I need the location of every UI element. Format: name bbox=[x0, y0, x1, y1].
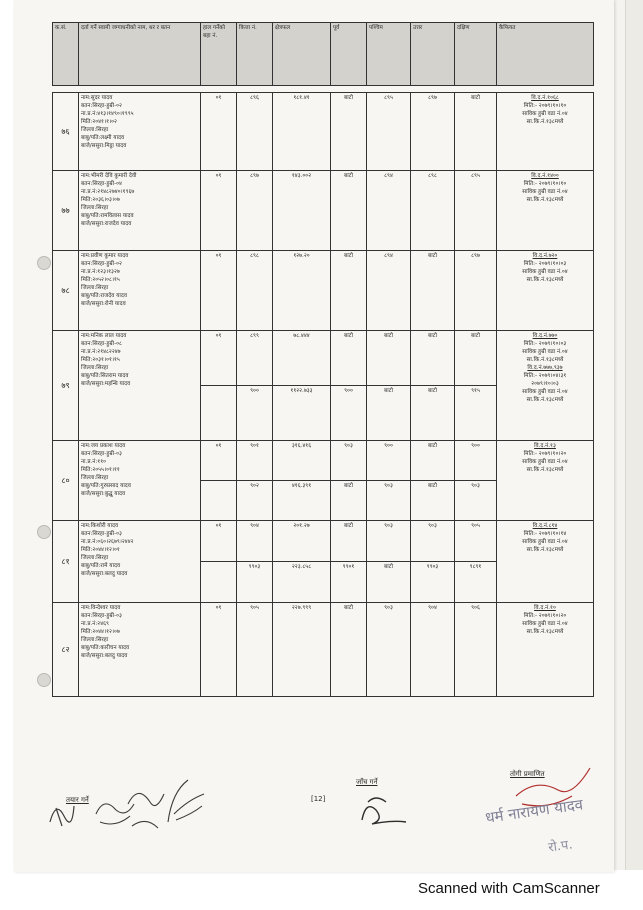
remark-line: वि.द.नं.१० bbox=[534, 605, 556, 611]
serial-number: ८० bbox=[53, 441, 79, 521]
remark-line: साविक हुम्री वडा नं.०४ bbox=[522, 189, 568, 195]
checked-by-label: जाँच गर्ने bbox=[356, 778, 378, 786]
cell-c7: ८९४ bbox=[367, 171, 411, 251]
remark-line: मिति:- २०७९।१०।०३ bbox=[523, 261, 567, 267]
camscanner-watermark: Scanned with CamScanner bbox=[418, 880, 600, 897]
owner-detail-line: बाजे/ससुरा:बुद्धु यादव bbox=[81, 491, 126, 497]
remark-line: वि.द.नं.७२० bbox=[532, 253, 558, 259]
cell-c8: बाटो bbox=[411, 481, 455, 521]
col-header-east: पूर्व bbox=[331, 23, 367, 86]
cell-c7: ९०३ bbox=[367, 603, 411, 697]
cell-c5: ३१६.४१६ bbox=[273, 441, 331, 481]
owner-detail-line: बाबु/पति:कारीचन यादव bbox=[81, 645, 130, 651]
col-header-area: क्षेत्रफल bbox=[273, 23, 331, 86]
cell-c8: बाटो bbox=[411, 386, 455, 441]
cell-c5: ७८.४४४ bbox=[273, 331, 331, 386]
remark-line: मिति:- २०७९।०४।३१ bbox=[523, 373, 567, 379]
remark-line: साविक हुम्री वडा नं.०४ bbox=[522, 621, 568, 627]
cell-c9: ९०६ bbox=[455, 603, 497, 697]
cell-c3: ०१ bbox=[201, 331, 237, 386]
cell-c6: बाटो bbox=[331, 93, 367, 171]
cell-c5: ४१६.३९१ bbox=[273, 481, 331, 521]
owner-detail-line: बाबु/पति:सितराम यादव bbox=[81, 373, 129, 379]
remark-line: मिति:- २०७९।१०।१४ bbox=[523, 531, 567, 537]
cell-c4: ८९७ bbox=[237, 171, 273, 251]
remark-line: सा.कि.नं.१३८मध्ये bbox=[526, 357, 564, 363]
owner-detail-line: बाबु/पति:राजदेव यादव bbox=[81, 293, 127, 299]
remark-line: वि.द.नं.७७० bbox=[532, 333, 558, 339]
remark-line: मिति:- २०७९।१०।२० bbox=[523, 613, 567, 619]
col-header-north: उत्तर bbox=[411, 23, 455, 86]
remark-line: सा.कि.नं.१३८मध्ये bbox=[526, 547, 564, 553]
owner-detail-line: नाम:विन्देश्वर यादव bbox=[81, 605, 121, 611]
cell-c3: ०१ bbox=[201, 93, 237, 171]
owner-detail-line: ना.प्र.नं:०६०।२६७९।२४४२ bbox=[81, 539, 134, 545]
remark-line: वि.द.नं.१४०० bbox=[531, 173, 559, 179]
punch-hole bbox=[37, 673, 51, 687]
owner-details bbox=[79, 441, 201, 521]
owner-detail-line: बाबु/पति:गुरुप्रसाद यादव bbox=[81, 483, 131, 489]
owner-detail-line: बतन:सिरहा-हुम्री-०३ bbox=[81, 451, 122, 457]
cell-c7: ९०३ bbox=[367, 521, 411, 562]
cell-c5: १४३.००२ bbox=[273, 171, 331, 251]
remark-line: वि.द.नं.७७७,९३७ bbox=[527, 365, 563, 371]
owner-detail-line: ना.प्र.नं:४१३।१४९०।१९९५ bbox=[81, 111, 134, 117]
cell-c8: बाटो bbox=[411, 331, 455, 386]
cell-c7: बाटो bbox=[367, 386, 411, 441]
cell-c3: ०१ bbox=[201, 521, 237, 562]
table-header bbox=[53, 23, 594, 86]
cell-c4: ८९९ bbox=[237, 331, 273, 386]
cell-c3: ०१ bbox=[201, 441, 237, 481]
cell-c4: ९०४ bbox=[237, 521, 273, 562]
remarks bbox=[497, 441, 594, 521]
owner-details bbox=[79, 331, 201, 441]
remark-line: साविक हुम्री वडा नं.०४ bbox=[522, 539, 568, 545]
remark-line: सा.कि.नं.१३८मध्ये bbox=[526, 397, 564, 403]
cell-c6: बाटो bbox=[331, 331, 367, 386]
cell-c6: बाटो bbox=[331, 603, 367, 697]
remarks bbox=[497, 93, 594, 171]
approver-stamp-title: रो.प. bbox=[547, 837, 574, 856]
owner-detail-line: ना.प्र.नं:११० bbox=[81, 459, 107, 465]
remark-line: साविक हुम्री वडा नं.०४ bbox=[522, 349, 568, 355]
owner-detail-line: बतन:सिरहा-हुम्री-०२ bbox=[81, 261, 122, 267]
serial-number: ७८ bbox=[53, 251, 79, 331]
owner-detail-line: जिल्ला:सिरहा bbox=[81, 205, 109, 211]
signatures-left bbox=[44, 760, 214, 840]
remark-line: वि.द.नं.१०६८ bbox=[531, 95, 559, 101]
cell-c9: ८९७ bbox=[455, 251, 497, 331]
remark-line: सा.कि.नं.१३८मध्ये bbox=[526, 197, 564, 203]
owner-detail-line: जिल्ला:सिरहा bbox=[81, 555, 109, 561]
cell-c7: बाटो bbox=[367, 562, 411, 603]
serial-number: ७७ bbox=[53, 171, 79, 251]
owner-detail-line: बाजे/ससुरा:बलदु यादव bbox=[81, 653, 128, 659]
owner-detail-line: ना.प्र.नं:१२३।१३२७ bbox=[81, 269, 120, 275]
cell-c9: ९०५ bbox=[455, 521, 497, 562]
cell-c9: ९८९१ bbox=[455, 562, 497, 603]
owner-detail-line: मिति:२०५५।०१।११ bbox=[81, 467, 120, 473]
cell-c5: २२३.८५८ bbox=[273, 562, 331, 603]
owner-detail-line: बतन:सिरहा-हुम्री-०३ bbox=[81, 531, 122, 537]
cell-c4: ९०२ bbox=[237, 481, 273, 521]
cell-c4: ८९८ bbox=[237, 251, 273, 331]
owner-detail-line: जिल्ला:सिरहा bbox=[81, 127, 109, 133]
remark-line: सा.कि.नं.१३८मध्ये bbox=[526, 277, 564, 283]
cell-c8: बाटो bbox=[411, 441, 455, 481]
owner-detail-line: बाबु/पति:रामे यादव bbox=[81, 563, 121, 569]
cell-c9: बाटो bbox=[455, 93, 497, 171]
punch-hole bbox=[37, 256, 51, 270]
cell-c5: ११२२.७३३ bbox=[273, 386, 331, 441]
table-row bbox=[53, 171, 594, 251]
cell-c6: बाटो bbox=[331, 481, 367, 521]
owner-detail-line: बाजे/ससुरा:मिट्ठा यादव bbox=[81, 143, 127, 149]
owner-detail-line: मिति:२०४१।१।०२ bbox=[81, 119, 117, 125]
remarks bbox=[497, 171, 594, 251]
cell-c7: ९०० bbox=[367, 441, 411, 481]
cell-c6: ९०० bbox=[331, 386, 367, 441]
cell-c8: ८९७ bbox=[411, 93, 455, 171]
cell-c6: ९०३ bbox=[331, 441, 367, 481]
cell-c8: बाटो bbox=[411, 251, 455, 331]
owner-detail-line: बाजे/ससुरा:महन्थि यादव bbox=[81, 381, 131, 387]
cell-c3 bbox=[201, 562, 237, 603]
owner-details bbox=[79, 251, 201, 331]
serial-number: ८१ bbox=[53, 521, 79, 603]
remarks bbox=[497, 251, 594, 331]
owner-details bbox=[79, 93, 201, 171]
owner-detail-line: मिति:२०३६।०३।०७ bbox=[81, 197, 120, 203]
cell-c3 bbox=[201, 386, 237, 441]
owner-detail-line: मिति:२०४४।१२।०१ bbox=[81, 547, 120, 553]
serial-number: ८२ bbox=[53, 603, 79, 697]
col-header-west: पश्चिम bbox=[367, 23, 411, 86]
cell-c7: ८९४ bbox=[367, 251, 411, 331]
owner-detail-line: नाम:किशोरी यादव bbox=[81, 523, 119, 529]
cell-c3: ०१ bbox=[201, 603, 237, 697]
owner-detail-line: बाजे/ससुरा:राजदेव यादव bbox=[81, 221, 132, 227]
cell-c7: बाटो bbox=[367, 331, 411, 386]
cell-c5: २२७.९९९ bbox=[273, 603, 331, 697]
cell-c3 bbox=[201, 481, 237, 521]
serial-number: ७९ bbox=[53, 331, 79, 441]
col-header-sn: क.सं. bbox=[53, 23, 79, 86]
owner-detail-line: नाम:मनिक लाल यादव bbox=[81, 333, 127, 339]
owner-detail-line: ना.प्र.नं:२१४८२७४०।१९६७ bbox=[81, 189, 135, 195]
col-header-south: दक्षिण bbox=[455, 23, 497, 86]
paper-stack-edge-back bbox=[625, 0, 643, 870]
owner-detail-line: जिल्ला:सिरहा bbox=[81, 365, 109, 371]
cell-c4: ९०० bbox=[237, 386, 273, 441]
remark-line: सा.कि.नं.१३८मध्ये bbox=[526, 467, 564, 473]
cell-c4: ८९६ bbox=[237, 93, 273, 171]
remark-line: मिति:- २०७९।१०।०३ bbox=[523, 341, 567, 347]
owner-detail-line: बतन:सिरहा-हुम्री-०४ bbox=[81, 181, 122, 187]
owner-detail-line: नाम:प्रवीण कुमार यादव bbox=[81, 253, 129, 259]
table-row bbox=[53, 93, 594, 171]
owner-detail-line: बाजे/ससुरा:रोनी यादव bbox=[81, 301, 126, 307]
col-header-plot: कित्ता नं. bbox=[237, 23, 273, 86]
remark-line: वि.द.नं.८१४ bbox=[532, 523, 558, 529]
cell-c4: ९०१ bbox=[237, 441, 273, 481]
cell-c6: बाटो bbox=[331, 521, 367, 562]
owner-detail-line: बतन:सिरहा-हुम्री-०२ bbox=[81, 103, 122, 109]
owner-detail-line: मिति:२०५२।०८।१५ bbox=[81, 277, 120, 283]
land-records-table bbox=[52, 22, 594, 697]
cell-c7: ८९५ bbox=[367, 93, 411, 171]
remark-line: साविक हुम्री वडा नं.०४ bbox=[522, 111, 568, 117]
cell-c8: ९०४ bbox=[411, 603, 455, 697]
remark-line: मिति:- २०७९।१०।१० bbox=[523, 181, 567, 187]
cell-c6: ९९०१ bbox=[331, 562, 367, 603]
owner-detail-line: नाम:सुदर यादव bbox=[81, 95, 113, 101]
punch-hole bbox=[37, 525, 51, 539]
table-row bbox=[53, 521, 594, 562]
remark-line: सा.कि.नं.१३८मध्ये bbox=[526, 629, 564, 635]
cell-c9: ९०० bbox=[455, 441, 497, 481]
owner-details bbox=[79, 603, 201, 697]
col-header-ward: हाल गर्नेको बहा नं. bbox=[201, 23, 237, 86]
owner-detail-line: ना.प्र.नं:२४६९ bbox=[81, 621, 109, 627]
remarks bbox=[497, 331, 594, 441]
page-number: [12] bbox=[311, 795, 326, 803]
owner-detail-line: बाबु/पति:रामविलास यादव bbox=[81, 213, 134, 219]
cell-c9: ९१५ bbox=[455, 386, 497, 441]
col-header-remarks: कैफियत bbox=[497, 23, 594, 86]
cell-c5: २०१.२७ bbox=[273, 521, 331, 562]
cell-c8: ९०३ bbox=[411, 521, 455, 562]
cell-c5: १२७.२० bbox=[273, 251, 331, 331]
cell-c9: ८९५ bbox=[455, 171, 497, 251]
table-row bbox=[53, 441, 594, 481]
approver-stamp: धर्म नारायण यादव bbox=[484, 795, 585, 827]
remark-line: साविक हुम्री वडा नं.०४ bbox=[522, 389, 568, 395]
owner-detail-line: बतन:सिरहा-हुम्री-०३ bbox=[81, 613, 122, 619]
owner-detail-line: जिल्ला:सिरहा bbox=[81, 285, 109, 291]
remark-line: वि.द.नं.१३ bbox=[534, 443, 556, 449]
cell-c4: ९०५ bbox=[237, 603, 273, 697]
remarks bbox=[497, 603, 594, 697]
remark-line: २०७९।१०।०३ bbox=[531, 381, 559, 387]
cell-c8: ९९०३ bbox=[411, 562, 455, 603]
owner-detail-line: जिल्ला:सिरहा bbox=[81, 637, 109, 643]
cell-c8: ८९८ bbox=[411, 171, 455, 251]
signature-checker bbox=[352, 790, 412, 830]
serial-number: ७६ bbox=[53, 93, 79, 171]
remark-line: मिति:- २०७९।१०।१० bbox=[523, 103, 567, 109]
certified-by-label: तोगी प्रमाणित bbox=[510, 770, 545, 778]
remark-line: साविक हुम्री वडा नं.०४ bbox=[522, 459, 568, 465]
owner-detail-line: ना.प्र.नं:२१४८२२४७ bbox=[81, 349, 121, 355]
cell-c5: १८१.४१ bbox=[273, 93, 331, 171]
cell-c3: ०१ bbox=[201, 251, 237, 331]
col-header-owner: दर्ता गर्ने स्वामी जग्गाधनीको नाम, थर र बतन bbox=[79, 23, 201, 86]
owner-detail-line: नाम:भीमरी देवि कुमारी देवी bbox=[81, 173, 137, 179]
owner-detail-line: मिति:२०३१।०१।१५ bbox=[81, 357, 120, 363]
table-row bbox=[53, 331, 594, 386]
table-row bbox=[53, 603, 594, 697]
cell-c3: ०१ bbox=[201, 171, 237, 251]
owner-detail-line: बतन:सिरहा-हुम्री-०८ bbox=[81, 341, 122, 347]
owner-details bbox=[79, 171, 201, 251]
owner-detail-line: बाजे/ससुरा:बलदु यादव bbox=[81, 571, 128, 577]
owner-detail-line: जिल्ला:सिरहा bbox=[81, 475, 109, 481]
remark-line: मिति:- २०७९।१०।२० bbox=[523, 451, 567, 457]
prepared-by-label: तयार गर्ने bbox=[66, 796, 89, 804]
owner-detail-line: नाम:जय प्रकाश यादव bbox=[81, 443, 126, 449]
remark-line: सा.कि.नं.१३८मध्ये bbox=[526, 119, 564, 125]
table-row bbox=[53, 251, 594, 331]
cell-c6: बाटो bbox=[331, 251, 367, 331]
owner-detail-line: मिति:२०४४।१२।०७ bbox=[81, 629, 120, 635]
cell-c9: ९०३ bbox=[455, 481, 497, 521]
owner-details bbox=[79, 521, 201, 603]
remark-line: साविक हुम्री वडा नं.०४ bbox=[522, 269, 568, 275]
cell-c6: बाटो bbox=[331, 171, 367, 251]
cell-c4: ९९०३ bbox=[237, 562, 273, 603]
remarks bbox=[497, 521, 594, 603]
owner-detail-line: बाबु/पति:लक्ष्मी यादव bbox=[81, 135, 125, 141]
cell-c7: ९०३ bbox=[367, 481, 411, 521]
cell-c9: बाटो bbox=[455, 331, 497, 386]
